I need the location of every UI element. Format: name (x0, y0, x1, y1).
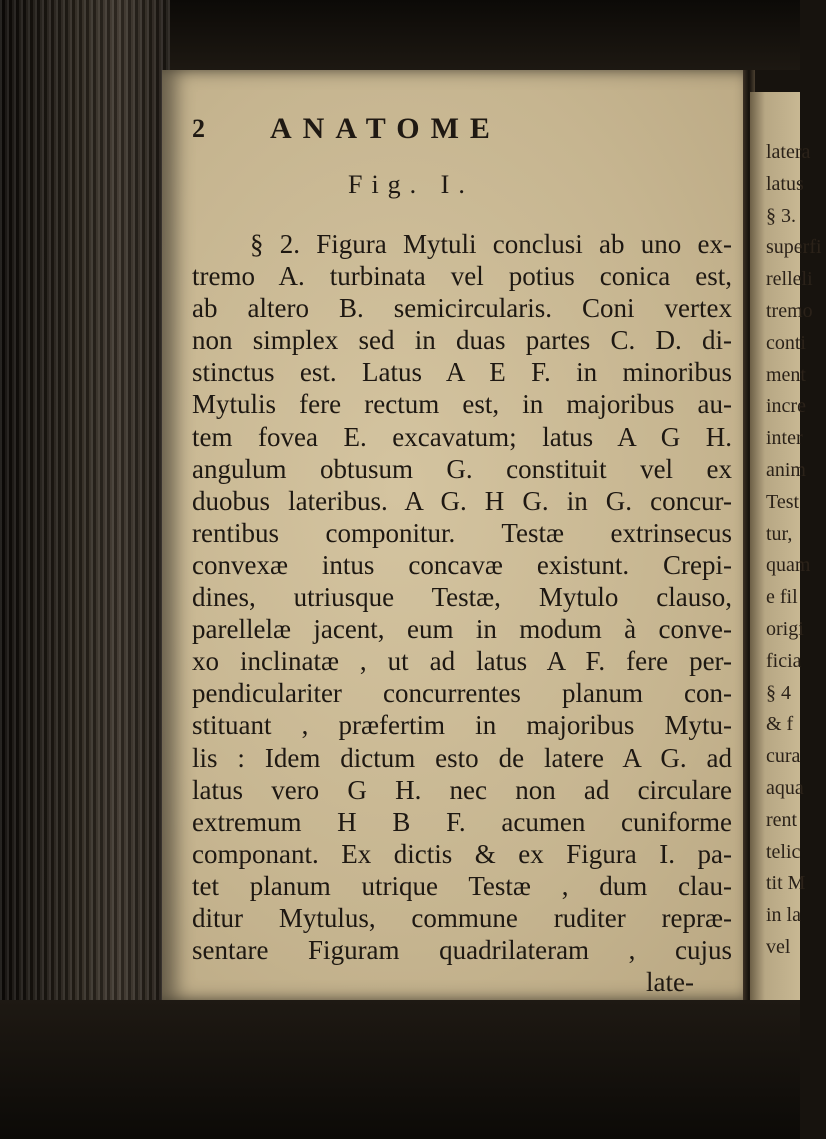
text-line: latus vero G H. nec non ad circulare (192, 774, 732, 805)
text-line: ditur Mytulus, commune ruditer repræ- (192, 902, 732, 933)
margin-text-line: & f (766, 713, 794, 736)
margin-text-line: telic (766, 840, 801, 863)
text-line: lis : Idem dictum esto de latere A G. ad (192, 742, 732, 773)
margin-text-line: origi (766, 617, 804, 640)
text-line: sentare Figuram quadrilateram , cujus (192, 935, 732, 966)
bottom-shadow (0, 1000, 800, 1139)
text-line: rentibus componitur. Testæ extrinsecus (192, 517, 732, 548)
margin-text-line: tremo (766, 299, 813, 322)
text-line: dines, utriusque Testæ, Mytulo clauso, (192, 582, 732, 613)
margin-text-line: rent (766, 808, 798, 831)
margin-text-line: e fil (766, 586, 798, 609)
text-line: ab altero B. semicircularis. Coni vertex (192, 293, 732, 324)
text-line: angulum obtusum G. constituit vel ex (192, 453, 732, 484)
text-line: Mytulis fere rectum est, in majoribus au- (192, 389, 732, 420)
margin-text-line: § 4 (766, 681, 791, 704)
margin-text-line: in la (766, 904, 801, 927)
margin-text-line: superfi (766, 236, 822, 259)
margin-text-line: inter (766, 427, 803, 450)
running-title: ANATOME (270, 112, 501, 145)
figure-label: Fig. I. (348, 170, 474, 199)
margin-text-line: tit M (766, 872, 806, 895)
text-line: xo inclinatæ , ut ad latus A F. fere per- (192, 646, 732, 677)
text-line: componant. Ex dictis & ex Figura I. pa- (192, 838, 732, 869)
text-line: non simplex sed in duas partes C. D. di- (192, 325, 732, 356)
margin-text-line: quam (766, 554, 811, 577)
margin-text-line: anim (766, 458, 806, 481)
text-line: tet planum utrique Testæ , dum clau- (192, 870, 732, 901)
margin-text-line: cura (766, 745, 801, 768)
page-stack-edge (0, 0, 170, 1139)
text-line: convexæ intus concavæ existunt. Crepi- (192, 549, 732, 580)
margin-text-line: incre (766, 395, 806, 418)
text-line: tremo A. turbinata vel potius conica est, (192, 261, 732, 292)
text-line: § 2. Figura Mytuli conclusi ab uno ex- (250, 229, 732, 259)
margin-text-line: conti (766, 331, 806, 354)
text-line: tem fovea E. excavatum; latus A G H. (192, 421, 732, 452)
margin-text-line: Test (766, 490, 800, 513)
text-line: parellelæ jacent, eum in modum à conve- (192, 614, 732, 645)
text-line: pendiculariter concurrentes planum con- (192, 678, 732, 709)
margin-text-line: vel (766, 935, 791, 958)
margin-text-line: latera (766, 141, 811, 163)
body-paragraph (192, 228, 732, 998)
margin-text-line: § 3. (766, 204, 796, 227)
text-line: stinctus est. Latus A E F. in minoribus (192, 357, 732, 388)
page-number: 2 (192, 114, 205, 143)
text-line: late- (646, 967, 694, 998)
margin-text-line: relleli (766, 268, 813, 291)
text-line: extremum H B F. acumen cuniforme (192, 806, 732, 837)
margin-text-line: tur, (766, 522, 793, 545)
margin-text-line: latus (766, 172, 804, 195)
margin-text-line: aqua (766, 776, 804, 799)
margin-text-line: ment (766, 363, 806, 386)
text-line: stituant , præfertim in majoribus Mytu- (192, 710, 732, 741)
next-page-margin-text (766, 137, 826, 964)
margin-text-line: ficia (766, 649, 802, 672)
text-line: duobus lateribus. A G. H G. in G. concur- (192, 485, 732, 516)
